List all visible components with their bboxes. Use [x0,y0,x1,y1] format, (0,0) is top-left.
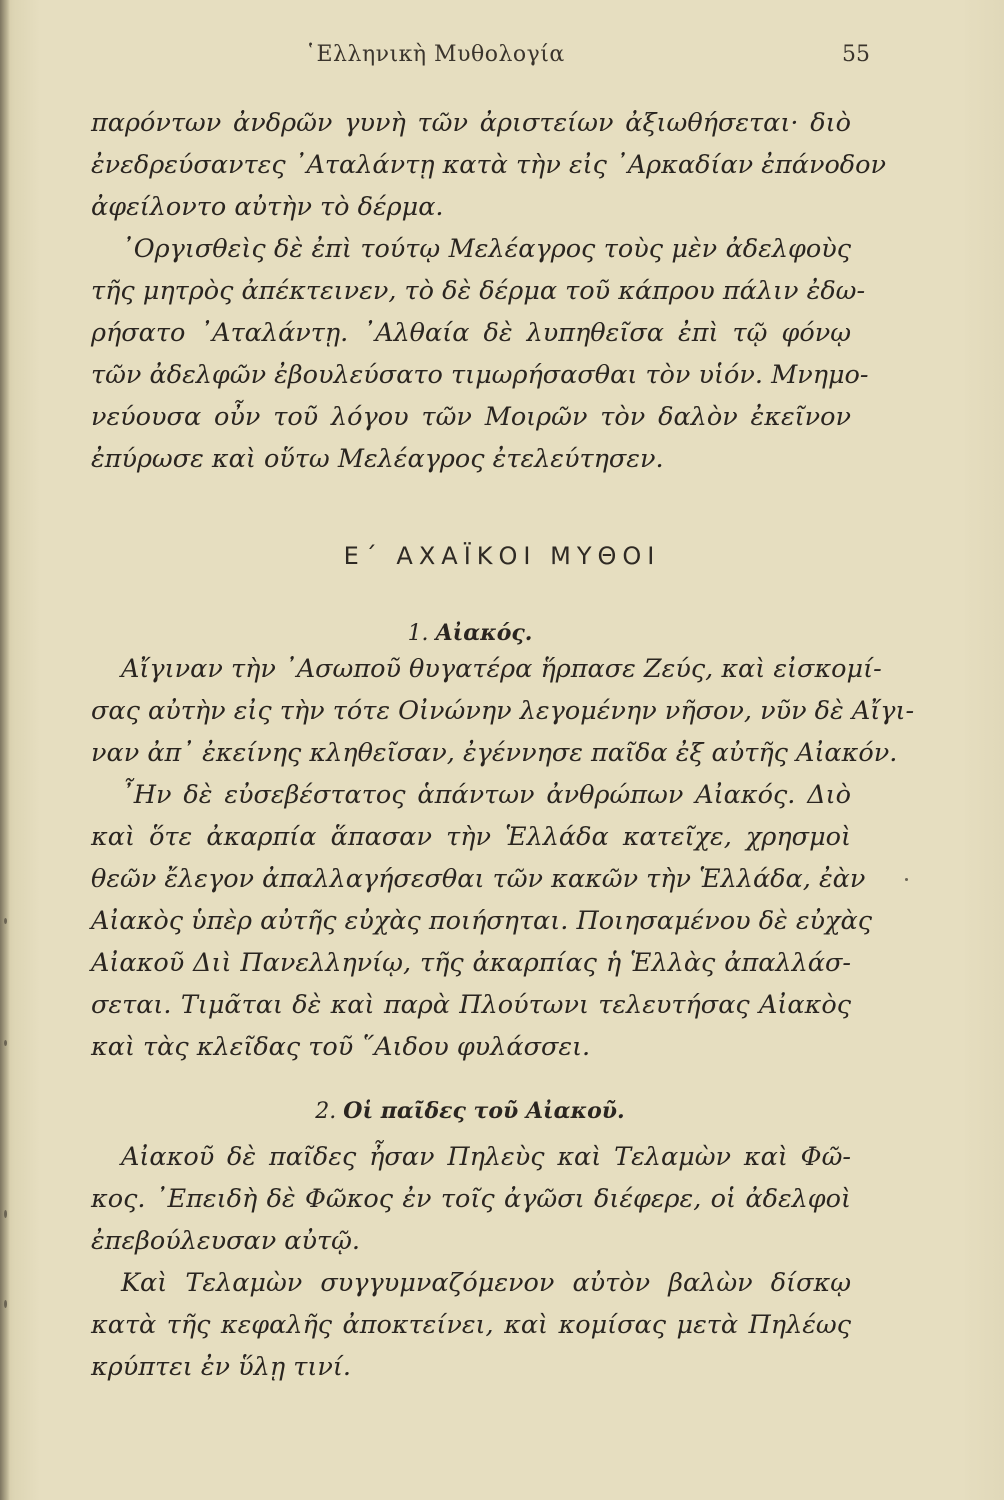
page-header [60,42,870,82]
text-line: Αἰακὸς ὑπὲρ αὐτῆς εὐχὰς ποιήσηται. Ποιησαμένου δὲ εὐχὰς [91,906,872,936]
subheading-number: 2. [315,1099,337,1124]
text-line: ναν ἀπ᾿ ἐκείνης κληθεῖσαν, ἐγέννησε παῖδα ἐξ αὐτῆς Αἰακόν. [91,738,898,768]
paper-speck [4,918,7,924]
text-line: τῆς μητρὸς ἀπέκτεινεν, τὸ δὲ δέρμα τοῦ κάπρου πάλιν ἐδω- [91,276,866,306]
text-line: Αἰακοῦ δὲ παῖδες ἦσαν Πηλεὺς καὶ Τελαμὼν καὶ Φῶ- [121,1142,851,1172]
text-line: ἐπύρωσε καὶ οὕτω Μελέαγρος ἐτελεύτησεν. [91,444,664,474]
text-line: κρύπτει ἐν ὕλῃ τινί. [91,1352,351,1382]
paragraph-children-of-aiakos [91,1136,851,1388]
text-line: θεῶν ἔλεγον ἀπαλλαγήσεσθαι τῶν κακῶν τὴν Ἑλλάδα, ἐὰν [91,864,866,894]
text-line: παρόντων ἀνδρῶν γυνὴ τῶν ἀριστείων ἀξιωθήσεται· διὸ [91,108,851,138]
text-line: ἀφείλοντο αὐτὴν τὸ δέρμα. [91,192,444,222]
text-line: τῶν ἀδελφῶν ἐβουλεύσατο τιμωρήσασθαι τὸν υἱόν. Μνημο- [91,360,869,390]
subheading-title: Αἰακός. [435,620,533,646]
text-line: ρήσατο ᾿Αταλάντῃ. ᾿Αλθαία δὲ λυπηθεῖσα ἐπὶ τῷ φόνῳ [91,318,851,348]
paragraph-meleager-ending [91,102,887,480]
running-title: ῾Ελληνικὴ Μυθολογία [305,42,565,67]
text-line: σας αὐτὴν εἰς τὴν τότε Οἰνώνην λεγομένην νῆσον, νῦν δὲ Αἴγι- [91,696,915,726]
paper-speck [905,878,908,881]
text-line: καὶ τὰς κλεῖδας τοῦ ῞Αιδου φυλάσσει. [91,1032,591,1062]
page-binding-edge [0,0,10,1500]
text-line: νεύουσα οὖν τοῦ λόγου τῶν Μοιρῶν τὸν δαλὸν ἐκεῖνον [91,402,851,432]
subheading-aiakos [0,620,940,646]
text-line: Αἰακοῦ Διὶ Πανελληνίῳ, τῆς ἀκαρπίας ἡ Ἑλλὰς ἀπαλλάσ- [91,948,851,978]
paper-speck [4,1300,7,1308]
text-line: σεται. Τιμᾶται δὲ καὶ παρὰ Πλούτωνι τελευτήσας Αἰακὸς [91,990,851,1020]
subheading-children-of-aiakos [0,1098,940,1124]
subheading-title: Οἱ παῖδες τοῦ Αἰακοῦ. [343,1098,625,1124]
text-line: κατὰ τῆς κεφαλῆς ἀποκτείνει, καὶ κομίσας μετὰ Πηλέως [91,1310,851,1340]
paragraph-aiakos [91,648,915,1068]
text-line: ἐπεβούλευσαν αὐτῷ. [91,1226,361,1256]
text-line: ῏Ην δὲ εὐσεβέστατος ἁπάντων ἀνθρώπων Αἰακός. Διὸ [121,780,851,810]
subheading-number: 1. [407,621,429,646]
text-line: Καὶ Τελαμὼν συγγυμναζόμενον αὐτὸν βαλὼν δίσκῳ [121,1268,851,1298]
paper-speck [4,1040,7,1046]
text-line: ᾿Οργισθεὶς δὲ ἐπὶ τούτῳ Μελέαγρος τοὺς μὲν ἀδελφοὺς [121,234,851,264]
page-number: 55 [842,42,870,67]
section-heading: Ε΄ ΑΧΑΪΚΟΙ ΜΥΘΟΙ [343,542,661,570]
text-line: καὶ ὅτε ἀκαρπία ἅπασαν τὴν Ἑλλάδα κατεῖχε, χρησμοὶ [91,822,851,852]
text-line: κος. ᾿Επειδὴ δὲ Φῶκος ἐν τοῖς ἀγῶσι διέφερε, οἱ ἀδελφοὶ [91,1184,851,1214]
text-line: ἐνεδρεύσαντες ᾿Αταλάντῃ κατὰ τὴν εἰς ᾿Αρκαδίαν ἐπάνοδον [91,150,887,180]
text-line: Αἴγιναν τὴν ᾿Ασωποῦ θυγατέρα ἥρπασε Ζεύς, καὶ εἰσκομί- [121,654,882,684]
paper-speck [4,1210,7,1218]
